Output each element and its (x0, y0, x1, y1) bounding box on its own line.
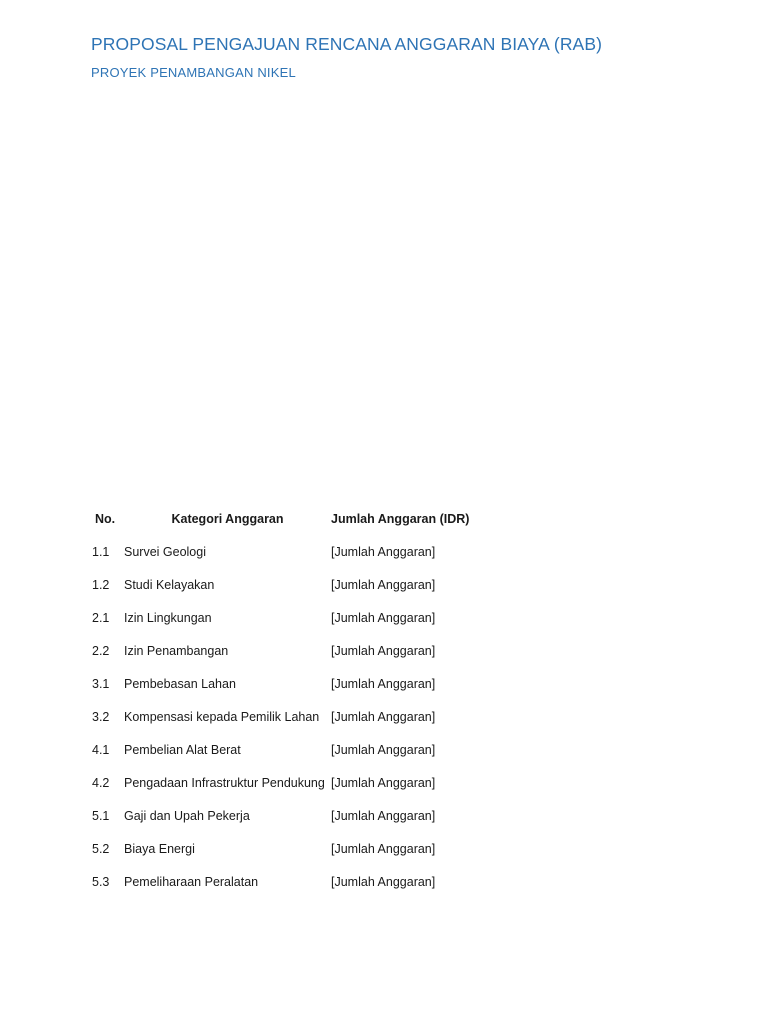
row-category: Pembebasan Lahan (124, 676, 236, 691)
row-category: Pemeliharaan Peralatan (124, 874, 259, 889)
header-amount: Jumlah Anggaran (IDR) (331, 511, 470, 526)
row-amount: [Jumlah Anggaran] (331, 775, 436, 790)
row-amount: [Jumlah Anggaran] (331, 643, 436, 658)
row-category: Pembelian Alat Berat (124, 742, 241, 757)
table-row (92, 667, 531, 700)
table-row (92, 568, 531, 601)
row-amount: [Jumlah Anggaran] (331, 808, 436, 823)
row-amount: [Jumlah Anggaran] (331, 544, 436, 559)
table-row (92, 535, 531, 568)
document-subtitle: PROYEK PENAMBANGAN NIKEL (91, 65, 296, 80)
row-no: 1.1 (92, 544, 110, 559)
document-title: PROPOSAL PENGAJUAN RENCANA ANGGARAN BIAYA (RAB) (91, 34, 603, 54)
table-row (92, 634, 531, 667)
row-no: 5.3 (92, 874, 110, 889)
row-category: Biaya Energi (124, 841, 195, 856)
row-category: Pengadaan Infrastruktur Pendukung (124, 775, 325, 790)
row-no: 4.1 (92, 742, 110, 757)
table-row (92, 832, 531, 865)
row-amount: [Jumlah Anggaran] (331, 874, 436, 889)
row-amount: [Jumlah Anggaran] (331, 610, 436, 625)
row-no: 3.1 (92, 676, 110, 691)
row-category: Izin Penambangan (124, 643, 229, 658)
table-row (92, 799, 531, 832)
table-row (92, 700, 531, 733)
row-no: 2.1 (92, 610, 110, 625)
row-no: 5.1 (92, 808, 110, 823)
table-row (92, 766, 531, 799)
row-amount: [Jumlah Anggaran] (331, 742, 436, 757)
header-no: No. (95, 511, 116, 526)
row-no: 3.2 (92, 709, 110, 724)
row-category: Izin Lingkungan (124, 610, 212, 625)
table-row (92, 865, 531, 898)
row-amount: [Jumlah Anggaran] (331, 841, 436, 856)
row-amount: [Jumlah Anggaran] (331, 676, 436, 691)
row-category: Studi Kelayakan (124, 577, 215, 592)
row-amount: [Jumlah Anggaran] (331, 709, 436, 724)
row-no: 1.2 (92, 577, 110, 592)
row-category: Survei Geologi (124, 544, 206, 559)
table-row (92, 601, 531, 634)
header-category: Kategori Anggaran (171, 511, 284, 526)
row-category: Gaji dan Upah Pekerja (124, 808, 250, 823)
row-amount: [Jumlah Anggaran] (331, 577, 436, 592)
table-header-row (92, 502, 531, 535)
row-no: 2.2 (92, 643, 110, 658)
row-no: 4.2 (92, 775, 110, 790)
row-category: Kompensasi kepada Pemilik Lahan (124, 709, 320, 724)
row-no: 5.2 (92, 841, 110, 856)
table-row (92, 733, 531, 766)
budget-table (92, 502, 531, 898)
